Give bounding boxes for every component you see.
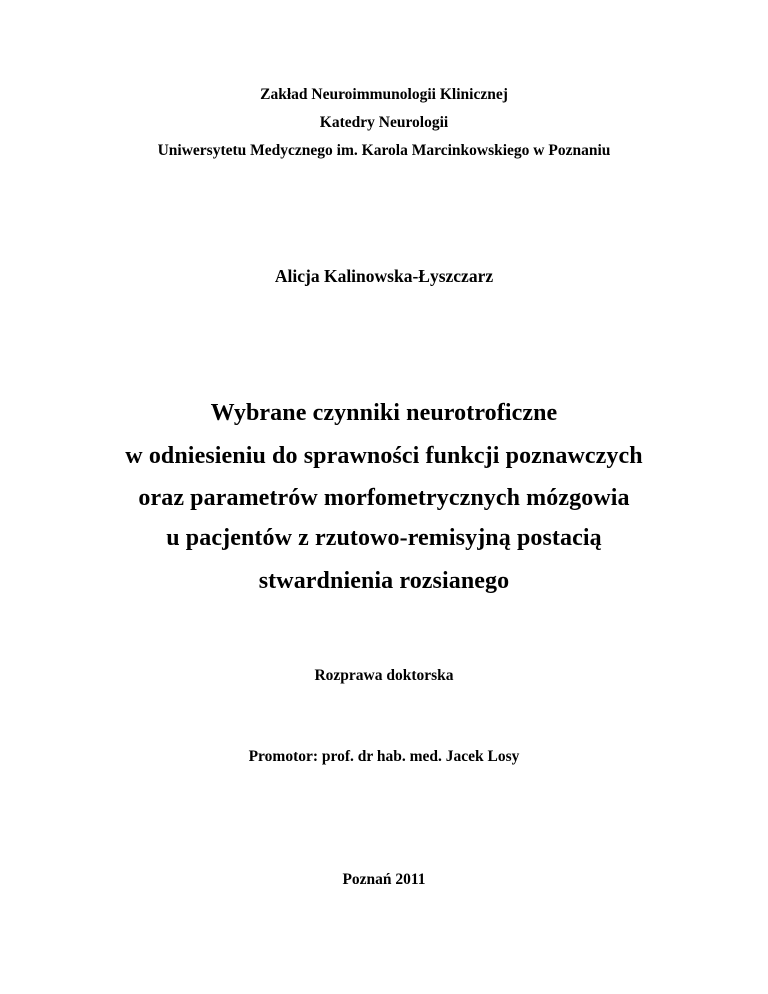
institution-line-1: Zakład Neuroimmunologii Klinicznej: [260, 86, 508, 103]
institution-line-3: Uniwersytetu Medycznego im. Karola Marcinkowskiego w Poznaniu: [157, 142, 611, 159]
thesis-title-line-2: w odniesieniu do sprawności funkcji poznawczych: [125, 443, 643, 469]
supervisor: Promotor: prof. dr hab. med. Jacek Losy: [248, 748, 520, 765]
thesis-title-line-4: u pacjentów z rzutowo-remisyjną postacią: [166, 525, 602, 551]
thesis-title-line-5: stwardnienia rozsianego: [258, 568, 510, 594]
author-name: Alicja Kalinowska-Łyszczarz: [274, 266, 494, 286]
place-year: Poznań 2011: [342, 871, 426, 888]
thesis-title-line-1: Wybrane czynniki neurotroficzne: [210, 400, 558, 426]
thesis-title-line-3: oraz parametrów morfometrycznych mózgowia: [138, 485, 630, 511]
thesis-type: Rozprawa doktorska: [314, 667, 454, 684]
institution-line-2: Katedry Neurologii: [319, 114, 449, 131]
